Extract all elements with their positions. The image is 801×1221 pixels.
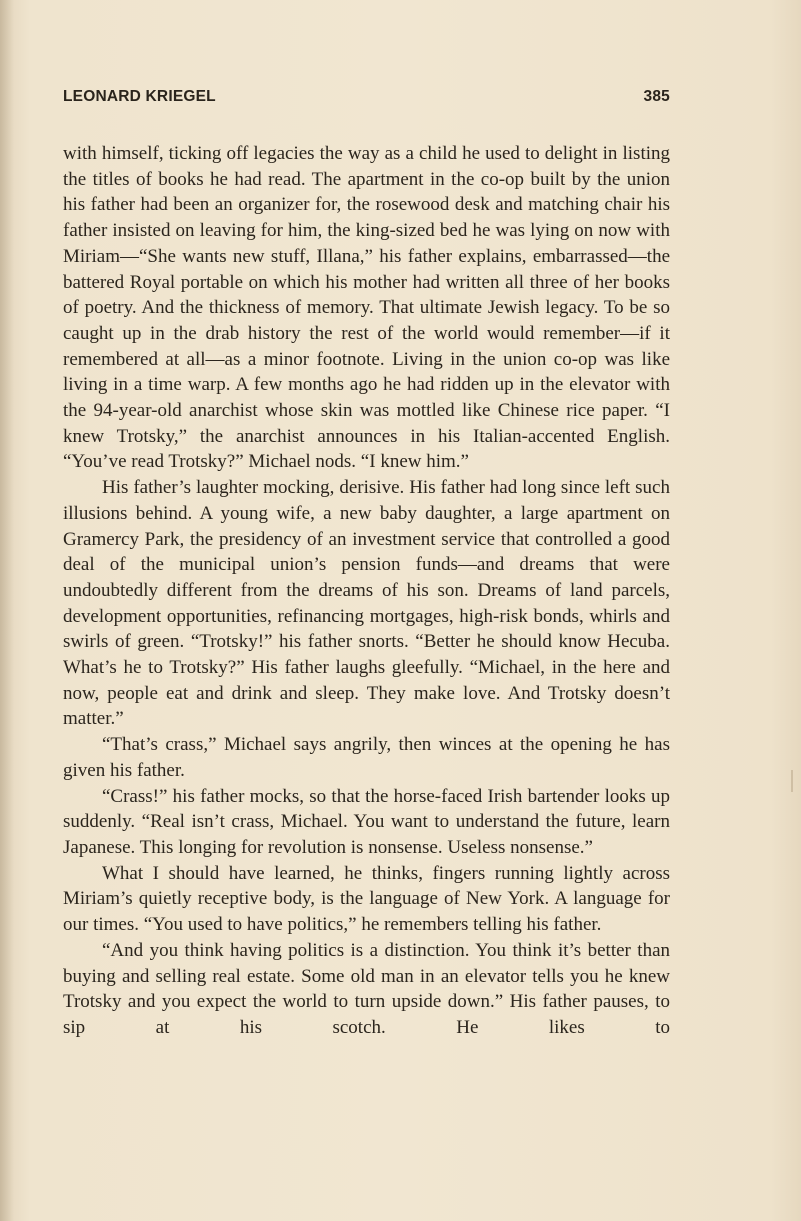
running-head — [63, 88, 670, 110]
page-number: 385 — [643, 88, 670, 105]
body-text — [63, 141, 670, 1041]
running-head-author: LEONARD KRIEGEL — [63, 88, 216, 105]
spine-shadow — [0, 0, 14, 1221]
paragraph-1: with himself, ticking off legacies the way as a child he used to delight in listing the titles of books he had read. The apartment in the co-op built by the union his father had been an organizer for, the rosewood desk and matching chair his father insisted on leaving for him, the king-sized bed he was lying on now with Miriam—“She wants new stuff, Illana,” his father explains, embarrassed—the battered Royal portable on which his mother had written all three of her books of poetry. And the thickness of memory. That ultimate Jewish legacy. To be so caught up in the drab history the rest of the world would remember—if it remembered at all—as a minor footnote. Living in the union co-op was like living in a time warp. A few months ago he had ridden up in the elevator with the 94-year-old anarchist whose skin was mottled like Chinese rice paper. “I knew Trotsky,” the anarchist announces in his Italian-accented English. “You’ve read Trotsky?” Michael nods. “I knew him.” — [63, 143, 670, 473]
paragraph-3: “That’s crass,” Michael says angrily, then winces at the opening he has given his father. — [63, 734, 670, 781]
paragraph-5: What I should have learned, he thinks, fingers running lightly across Miriam’s quietly receptive body, is the language of New York. A language for our times. “You used to have politics,” he remembers telling his father. — [63, 862, 670, 936]
paragraph-6: “And you think having politics is a distinction. You think it’s better than buying and selling real estate. Some old man in an elevator tells you he knew Trotsky and you expect the world to turn upside down.” His father pauses, to sip at his scotch. He likes to — [63, 939, 670, 1038]
page-edge-mark — [791, 770, 793, 792]
paragraph-4: “Crass!” his father mocks, so that the horse-faced Irish bartender looks up suddenly. “Real isn’t crass, Michael. You want to understand the future, learn Japanese. This longing for revolution is nonsense. Useless nonsense.” — [63, 785, 670, 858]
paragraph-2: His father’s laughter mocking, derisive. His father had long since left such illusions behind. A young wife, a new baby daughter, a large apartment on Gramercy Park, the presidency of an investment service that controlled a good deal of the municipal union’s pension funds—and dreams that were undoubtedly different from the dreams of his son. Dreams of land parcels, development opportunities, refinancing mortgages, high-risk bonds, whirls and swirls of green. “Trotsky!” his father snorts. “Better he should know Hecuba. What’s he to Trotsky?” His father laughs gleefully. “Michael, in the here and now, people eat and drink and sleep. They make love. And Trotsky doesn’t matter.” — [63, 477, 670, 730]
